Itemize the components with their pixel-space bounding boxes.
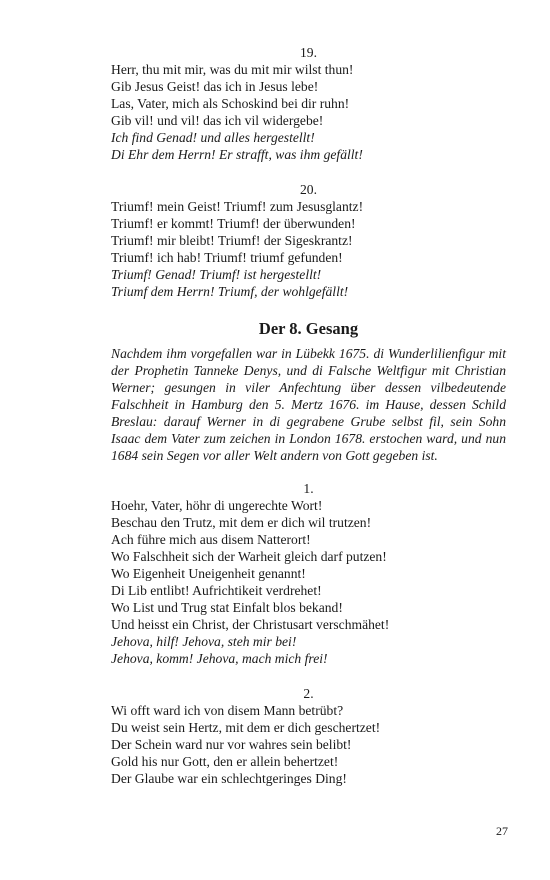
- stanza-1: [111, 480, 506, 667]
- page-number: 27: [496, 824, 508, 838]
- verse-line: Wo Falschheit sich der Warheit gleich darf putzen!: [111, 549, 387, 564]
- stanzas-top: [111, 44, 506, 300]
- stanza-number: 20.: [300, 182, 317, 197]
- intro-paragraph: Nachdem ihm vorgefallen war in Lübekk 1675. di Wunderlilienfigur mit der Prophetin Tanneke Denys, und di Falsche Weltfigur mit Christian Werner; gesungen in viler Anfechtung über dessen vilbedeutende Falschheit in Hamburg den 5. Mertz 1676. im Hause, dessen Schild Breslau: darauf Werner in di gegrabene Grube selbst fil, sein Sohn Isaac dem Vater zum zeichen in London 1678. erstochen ward, und nun 1684 sein Segen vor aller Welt andern von Gott gegeben ist.: [111, 346, 506, 463]
- verse-line: Du weist sein Hertz, mit dem er dich geschertzet!: [111, 720, 381, 735]
- verse-line: Und heisst ein Christ, der Christusart verschmähet!: [111, 617, 390, 632]
- verse-line: Ach führe mich aus disem Natterort!: [111, 532, 311, 547]
- verse-line: Herr, thu mit mir, was du mit mir wilst thun!: [111, 62, 354, 77]
- verse-line-italic: Ich find Genad! und alles hergestellt!: [111, 130, 315, 145]
- stanza-20: [111, 181, 506, 300]
- verse-line: Gold his nur Gott, den er allein behertzet!: [111, 754, 339, 769]
- verse-line: Beschau den Trutz, mit dem er dich wil trutzen!: [111, 515, 372, 530]
- section-heading: Der 8. Gesang: [258, 319, 359, 338]
- verse-line: Di Lib entlibt! Aufrichtikeit verdrehet!: [111, 583, 322, 598]
- stanzas-bottom: [111, 480, 506, 787]
- stanza-19: [111, 44, 506, 163]
- verse-line: Der Schein ward nur vor wahres sein belibt!: [111, 737, 352, 752]
- verse-line: Las, Vater, mich als Schoskind bei dir ruhn!: [111, 96, 350, 111]
- stanza-number: 2.: [303, 686, 314, 701]
- verse-line: Triumf! mir bleibt! Triumf! der Sigeskrantz!: [111, 233, 353, 248]
- verse-line-italic: Triumf dem Herrn! Triumf, der wohlgefällt!: [111, 284, 349, 299]
- verse-line: Wo Eigenheit Uneigenheit genannt!: [111, 566, 306, 581]
- verse-line: Der Glaube war ein schlechtgeringes Ding!: [111, 771, 347, 786]
- verse-line: Gib vil! und vil! das ich vil widergebe!: [111, 113, 324, 128]
- stanza-2: [111, 685, 506, 787]
- stanza-number: 1.: [303, 481, 314, 496]
- stanza-number: 19.: [300, 45, 317, 60]
- verse-line: Triumf! ich hab! Triumf! triumf gefunden!: [111, 250, 343, 265]
- verse-line-italic: Jehova, komm! Jehova, mach mich frei!: [111, 651, 328, 666]
- verse-line-italic: Triumf! Genad! Triumf! ist hergestellt!: [111, 267, 322, 282]
- verse-line: Gib Jesus Geist! das ich in Jesus lebe!: [111, 79, 319, 94]
- verse-line: Wi offt ward ich von disem Mann betrübt?: [111, 703, 344, 718]
- verse-line: Triumf! er kommt! Triumf! der überwunden!: [111, 216, 356, 231]
- verse-line-italic: Di Ehr dem Herrn! Er strafft, was ihm gefällt!: [111, 147, 363, 162]
- verse-line: Triumf! mein Geist! Triumf! zum Jesusglantz!: [111, 199, 364, 214]
- verse-line: Wo List und Trug stat Einfalt blos bekand!: [111, 600, 343, 615]
- page-content: [111, 44, 506, 805]
- verse-line-italic: Jehova, hilf! Jehova, steh mir bei!: [111, 634, 297, 649]
- verse-line: Hoehr, Vater, höhr di ungerechte Wort!: [111, 498, 323, 513]
